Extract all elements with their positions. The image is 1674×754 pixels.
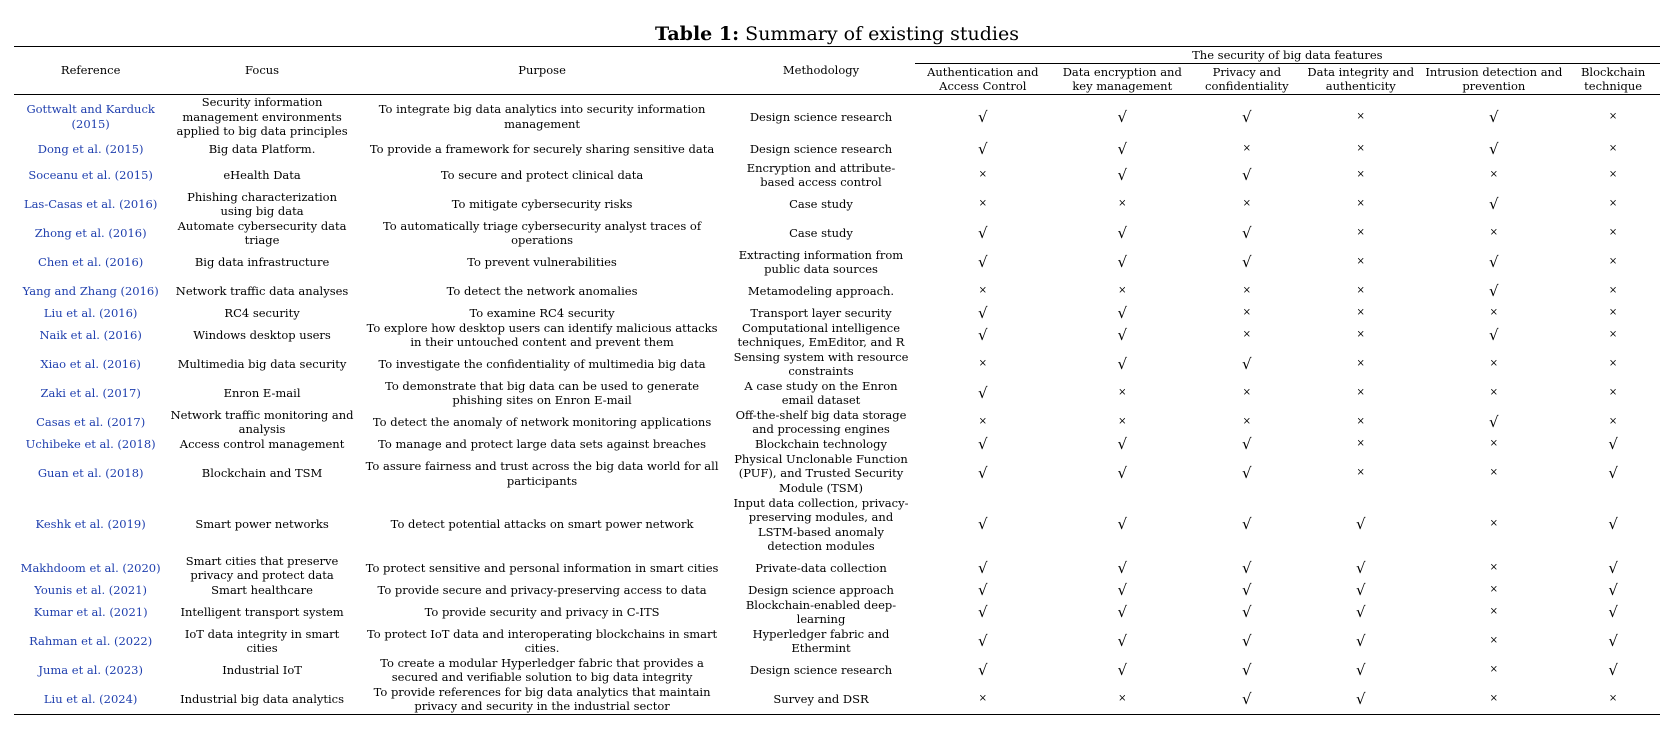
- focus-cell: Intelligent transport system: [180, 604, 344, 619]
- feature-integrity-mark: ×: [1356, 197, 1365, 209]
- methodology-cell: Off-the-shelf big data storage and processing engines: [735, 407, 907, 436]
- feature-blockchain-mark: ×: [1608, 168, 1618, 180]
- methodology-cell: Design science research: [749, 662, 893, 677]
- purpose-cell: To investigate the confidentiality of multimedia big data: [378, 356, 706, 371]
- table-row: [14, 139, 1660, 161]
- header-feature-authentication: Authentication and Access Control: [915, 64, 1051, 95]
- focus-cell: Big data infrastructure: [194, 254, 330, 269]
- table-caption: [14, 22, 1660, 46]
- feature-blockchain-mark: ×: [1608, 328, 1618, 340]
- reference-link[interactable]: Keshk et al. (2019): [35, 517, 146, 532]
- document: [14, 22, 1660, 715]
- methodology-cell: Input data collection, privacy-preserving modules, and LSTM-based anomaly detection modules: [733, 495, 909, 553]
- reference-link[interactable]: Xiao et al. (2016): [40, 356, 141, 371]
- feature-authentication-mark: √: [978, 303, 988, 322]
- header-feature-intrusion: Intrusion detection and prevention: [1421, 64, 1566, 95]
- focus-cell: Industrial IoT: [222, 662, 302, 677]
- feature-authentication-mark: √: [978, 252, 988, 271]
- feature-blockchain-mark: ×: [1608, 197, 1618, 209]
- methodology-cell: Case study: [789, 225, 853, 240]
- caption-text: Summary of existing studies: [745, 23, 1019, 45]
- purpose-cell: To provide references for big data analytics that maintain privacy and security in the industrial sector: [357, 685, 728, 715]
- feature-encryption-mark: √: [1117, 223, 1128, 242]
- feature-encryption-mark: √: [1117, 558, 1128, 577]
- feature-intrusion-mark: √: [1489, 194, 1499, 213]
- feature-integrity-mark: ×: [1356, 328, 1365, 340]
- feature-privacy-mark: ×: [1242, 284, 1252, 296]
- table-row: [14, 598, 1660, 627]
- methodology-cell: Blockchain-enabled deep-learning: [745, 597, 897, 626]
- feature-integrity-mark: ×: [1356, 306, 1365, 318]
- feature-encryption-mark: √: [1117, 107, 1128, 126]
- table-row: [14, 583, 1660, 598]
- reference-link[interactable]: Soceanu et al. (2015): [28, 167, 153, 182]
- feature-integrity-mark: ×: [1356, 226, 1365, 238]
- table-row: [14, 350, 1660, 379]
- reference-link[interactable]: Juma et al. (2023): [38, 662, 143, 677]
- purpose-cell: To protect sensitive and personal information in smart cities: [365, 560, 719, 575]
- feature-authentication-mark: ×: [978, 168, 988, 180]
- header-feature-blockchain: Blockchain technique: [1566, 64, 1660, 95]
- table-row: [14, 190, 1660, 219]
- feature-authentication-mark: √: [978, 325, 988, 344]
- feature-encryption-mark: √: [1117, 354, 1128, 373]
- focus-cell: Big data Platform.: [208, 142, 316, 157]
- table-row: [14, 685, 1660, 715]
- feature-encryption-mark: √: [1117, 434, 1128, 453]
- feature-blockchain-mark: ×: [1608, 255, 1618, 267]
- feature-integrity-mark: √: [1355, 631, 1366, 650]
- focus-cell: Smart cities that preserve privacy and protect data: [185, 553, 339, 582]
- reference-link[interactable]: Dong et al. (2015): [37, 142, 144, 157]
- summary-table: [14, 46, 1660, 715]
- feature-encryption-mark: √: [1117, 325, 1128, 344]
- feature-authentication-mark: ×: [978, 197, 988, 209]
- reference-link[interactable]: Kumar et al. (2021): [33, 604, 148, 619]
- methodology-cell: Private-data collection: [755, 560, 887, 575]
- purpose-cell: To mitigate cybersecurity risks: [451, 196, 633, 211]
- table-row: [14, 408, 1660, 437]
- feature-authentication-mark: √: [978, 434, 988, 453]
- reference-link[interactable]: Younis et al. (2021): [34, 582, 148, 597]
- reference-link[interactable]: Uchibeke et al. (2018): [25, 436, 156, 451]
- reference-link[interactable]: Gottwalt and Karduck (2015): [26, 102, 155, 131]
- purpose-cell: To detect the network anomalies: [446, 283, 638, 298]
- methodology-cell: Design science research: [749, 142, 893, 157]
- feature-integrity-mark: ×: [1356, 357, 1365, 369]
- focus-cell: Network traffic data analyses: [175, 283, 349, 298]
- feature-encryption-mark: √: [1117, 631, 1128, 650]
- feature-integrity-mark: √: [1355, 660, 1366, 679]
- feature-integrity-mark: √: [1355, 602, 1366, 621]
- feature-intrusion-mark: ×: [1489, 226, 1499, 238]
- feature-blockchain-mark: √: [1608, 464, 1618, 483]
- focus-cell: Smart healthcare: [211, 582, 313, 597]
- methodology-cell: Case study: [789, 196, 853, 211]
- feature-blockchain-mark: ×: [1608, 226, 1618, 238]
- feature-intrusion-mark: √: [1489, 412, 1499, 431]
- reference-link[interactable]: Guan et al. (2018): [37, 466, 144, 481]
- header-security-features-group: The security of big data features: [915, 47, 1660, 64]
- feature-intrusion-mark: ×: [1489, 467, 1499, 479]
- focus-cell: Multimedia big data security: [177, 356, 347, 371]
- header-methodology: Methodology: [727, 47, 914, 95]
- purpose-cell: To protect IoT data and interoperating blockchains in smart cities.: [367, 626, 718, 655]
- feature-integrity-mark: ×: [1356, 110, 1365, 122]
- feature-privacy-mark: √: [1242, 558, 1252, 577]
- feature-privacy-mark: √: [1242, 464, 1252, 483]
- purpose-cell: To manage and protect large data sets against breaches: [378, 436, 707, 451]
- feature-authentication-mark: √: [978, 580, 988, 599]
- reference-link[interactable]: Yang and Zhang (2016): [22, 283, 159, 298]
- feature-intrusion-mark: ×: [1489, 561, 1499, 573]
- feature-encryption-mark: √: [1117, 464, 1128, 483]
- table-row: [14, 627, 1660, 656]
- feature-privacy-mark: √: [1242, 660, 1252, 679]
- feature-intrusion-mark: ×: [1489, 437, 1499, 449]
- feature-intrusion-mark: ×: [1489, 357, 1499, 369]
- methodology-cell: Hyperledger fabric and Ethermint: [752, 626, 890, 655]
- methodology-cell: Computational intelligence techniques, EmEditor, and R: [737, 320, 905, 349]
- table-row: [14, 452, 1660, 496]
- feature-intrusion-mark: ×: [1489, 605, 1499, 617]
- purpose-cell: To integrate big data analytics into security information management: [378, 102, 706, 131]
- table-row: [14, 437, 1660, 452]
- feature-blockchain-mark: √: [1608, 434, 1618, 453]
- feature-authentication-mark: √: [978, 602, 988, 621]
- feature-encryption-mark: √: [1117, 580, 1128, 599]
- methodology-cell: A case study on the Enron email dataset: [744, 378, 898, 407]
- feature-authentication-mark: √: [978, 515, 988, 534]
- feature-encryption-mark: √: [1117, 602, 1128, 621]
- table-row: [14, 379, 1660, 408]
- reference-link[interactable]: Liu et al. (2024): [14, 685, 167, 715]
- methodology-cell: Blockchain technology: [755, 436, 887, 451]
- header-feature-privacy: Privacy and confidentiality: [1194, 64, 1300, 95]
- methodology-cell: Physical Unclonable Function (PUF), and Trusted Security Module (TSM): [734, 451, 908, 495]
- feature-privacy-mark: √: [1242, 165, 1252, 184]
- feature-privacy-mark: √: [1242, 434, 1252, 453]
- feature-privacy-mark: √: [1242, 602, 1252, 621]
- feature-integrity-mark: ×: [1356, 255, 1365, 267]
- feature-blockchain-mark: ×: [1608, 306, 1618, 318]
- feature-intrusion-mark: √: [1489, 281, 1499, 300]
- feature-privacy-mark: √: [1194, 685, 1300, 715]
- feature-encryption-mark: ×: [1118, 197, 1127, 209]
- methodology-cell: Design science approach: [748, 582, 894, 597]
- purpose-cell: To automatically triage cybersecurity analyst traces of operations: [383, 218, 702, 247]
- feature-blockchain-mark: ×: [1566, 685, 1660, 715]
- feature-blockchain-mark: √: [1608, 580, 1618, 599]
- methodology-cell: Encryption and attribute-based access control: [746, 160, 896, 189]
- focus-cell: Windows desktop users: [193, 327, 331, 342]
- feature-encryption-mark: √: [1117, 515, 1128, 534]
- feature-authentication-mark: ×: [978, 357, 988, 369]
- purpose-cell: To provide secure and privacy-preserving access to data: [377, 582, 707, 597]
- purpose-cell: To examine RC4 security: [469, 305, 615, 320]
- feature-blockchain-mark: ×: [1608, 386, 1618, 398]
- feature-blockchain-mark: √: [1608, 660, 1618, 679]
- focus-cell: IoT data integrity in smart cities: [184, 626, 340, 655]
- feature-intrusion-mark: √: [1489, 140, 1499, 159]
- feature-authentication-mark: √: [978, 558, 988, 577]
- focus-cell: RC4 security: [224, 305, 300, 320]
- table-row: [14, 161, 1660, 190]
- feature-integrity-mark: ×: [1356, 284, 1365, 296]
- feature-encryption-mark: √: [1117, 660, 1128, 679]
- feature-intrusion-mark: ×: [1489, 634, 1499, 646]
- table-row: [14, 277, 1660, 306]
- feature-authentication-mark: √: [978, 660, 988, 679]
- purpose-cell: To demonstrate that big data can be used to generate phishing sites on Enron E-mail: [385, 378, 700, 407]
- focus-cell: Phishing characterization using big data: [187, 189, 337, 218]
- feature-privacy-mark: √: [1242, 580, 1252, 599]
- feature-intrusion-mark: ×: [1489, 663, 1499, 675]
- table-row: [14, 321, 1660, 350]
- feature-privacy-mark: ×: [1242, 306, 1252, 318]
- feature-integrity-mark: ×: [1356, 415, 1365, 427]
- feature-privacy-mark: ×: [1242, 143, 1252, 155]
- feature-integrity-mark: ×: [1356, 168, 1365, 180]
- purpose-cell: To explore how desktop users can identify malicious attacks in their untouched content and prevent them: [366, 320, 718, 349]
- feature-encryption-mark: ×: [1118, 386, 1127, 398]
- feature-authentication-mark: √: [978, 383, 988, 402]
- purpose-cell: To secure and protect clinical data: [440, 167, 644, 182]
- table-row: [14, 496, 1660, 554]
- caption-label: Table 1:: [655, 23, 740, 45]
- header-purpose: Purpose: [357, 47, 728, 95]
- feature-authentication-mark: √: [978, 140, 988, 159]
- feature-privacy-mark: √: [1242, 223, 1252, 242]
- feature-privacy-mark: √: [1242, 354, 1252, 373]
- focus-cell: Network traffic monitoring and analysis: [170, 407, 354, 436]
- feature-privacy-mark: ×: [1242, 328, 1252, 340]
- feature-blockchain-mark: ×: [1608, 143, 1618, 155]
- reference-link[interactable]: Zhong et al. (2016): [34, 225, 147, 240]
- feature-encryption-mark: ×: [1051, 685, 1194, 715]
- feature-authentication-mark: √: [978, 631, 988, 650]
- header-feature-encryption: Data encryption and key management: [1051, 64, 1194, 95]
- purpose-cell: To assure fairness and trust across the big data world for all participants: [365, 459, 719, 488]
- table-row: [14, 248, 1660, 277]
- feature-privacy-mark: √: [1242, 631, 1252, 650]
- feature-integrity-mark: √: [1355, 558, 1366, 577]
- table-row: [14, 554, 1660, 583]
- purpose-cell: To create a modular Hyperledger fabric that provides a secured and verifiable solution to big data integrity: [380, 655, 704, 684]
- focus-cell: Enron E-mail: [223, 385, 301, 400]
- feature-blockchain-mark: ×: [1608, 110, 1618, 122]
- focus-cell: Access control management: [179, 436, 345, 451]
- feature-integrity-mark: ×: [1356, 143, 1365, 155]
- header-focus: Focus: [167, 47, 357, 95]
- feature-blockchain-mark: ×: [1608, 415, 1618, 427]
- feature-encryption-mark: √: [1117, 165, 1128, 184]
- table-row: [14, 306, 1660, 321]
- purpose-cell: To detect the anomaly of network monitoring applications: [372, 414, 712, 429]
- feature-integrity-mark: √: [1355, 515, 1366, 534]
- feature-intrusion-mark: ×: [1489, 583, 1499, 595]
- feature-authentication-mark: ×: [978, 284, 988, 296]
- feature-intrusion-mark: ×: [1489, 518, 1499, 530]
- feature-privacy-mark: √: [1242, 252, 1252, 271]
- purpose-cell: To provide security and privacy in C-ITS: [424, 604, 660, 619]
- feature-authentication-mark: √: [978, 223, 988, 242]
- feature-blockchain-mark: √: [1608, 515, 1618, 534]
- table-body: [14, 95, 1660, 715]
- methodology-cell: Metamodeling approach.: [747, 283, 895, 298]
- feature-integrity-mark: ×: [1356, 467, 1365, 479]
- feature-intrusion-mark: ×: [1421, 685, 1566, 715]
- focus-cell: Blockchain and TSM: [201, 466, 323, 481]
- methodology-cell: Design science research: [749, 109, 893, 124]
- reference-link[interactable]: Rahman et al. (2022): [29, 633, 153, 648]
- feature-blockchain-mark: √: [1608, 558, 1618, 577]
- header-row-top: [14, 47, 1660, 64]
- feature-authentication-mark: √: [978, 107, 988, 126]
- feature-intrusion-mark: ×: [1489, 386, 1499, 398]
- methodology-cell: Sensing system with resource constraints: [733, 349, 909, 378]
- feature-encryption-mark: ×: [1118, 284, 1127, 296]
- feature-intrusion-mark: √: [1489, 325, 1499, 344]
- table-row: [14, 656, 1660, 685]
- methodology-cell: Transport layer security: [750, 305, 892, 320]
- feature-privacy-mark: ×: [1242, 386, 1252, 398]
- reference-link[interactable]: Casas et al. (2017): [36, 414, 146, 429]
- reference-link[interactable]: Naik et al. (2016): [39, 327, 142, 342]
- feature-authentication-mark: ×: [978, 415, 988, 427]
- purpose-cell: To provide a framework for securely sharing sensitive data: [369, 142, 715, 157]
- feature-integrity-mark: ×: [1356, 437, 1365, 449]
- reference-link[interactable]: Zaki et al. (2017): [40, 385, 141, 400]
- feature-blockchain-mark: ×: [1608, 284, 1618, 296]
- feature-authentication-mark: √: [978, 464, 988, 483]
- reference-link[interactable]: Liu et al. (2016): [43, 305, 138, 320]
- table-row: [14, 95, 1660, 139]
- table-row: [14, 219, 1660, 248]
- focus-cell: Security information management environments applied to big data principles: [176, 95, 348, 138]
- focus-cell: Smart power networks: [195, 517, 329, 532]
- purpose-cell: To prevent vulnerabilities: [467, 254, 617, 269]
- reference-link[interactable]: Makhdoom et al. (2020): [20, 560, 161, 575]
- feature-blockchain-mark: √: [1608, 631, 1618, 650]
- header-feature-integrity: Data integrity and authenticity: [1300, 64, 1421, 95]
- feature-intrusion-mark: ×: [1489, 168, 1499, 180]
- feature-integrity-mark: ×: [1356, 386, 1365, 398]
- feature-privacy-mark: √: [1242, 515, 1252, 534]
- feature-encryption-mark: √: [1117, 252, 1128, 271]
- table-header: [14, 47, 1660, 95]
- feature-intrusion-mark: √: [1489, 252, 1499, 271]
- header-reference: Reference: [14, 47, 167, 95]
- feature-integrity-mark: √: [1355, 580, 1366, 599]
- feature-authentication-mark: ×: [915, 685, 1051, 715]
- feature-encryption-mark: √: [1117, 140, 1128, 159]
- feature-privacy-mark: ×: [1242, 197, 1252, 209]
- feature-encryption-mark: √: [1117, 303, 1128, 322]
- purpose-cell: To detect potential attacks on smart power network: [390, 517, 694, 532]
- feature-privacy-mark: ×: [1242, 415, 1252, 427]
- feature-blockchain-mark: √: [1608, 602, 1618, 621]
- methodology-cell: Survey and DSR: [727, 685, 914, 715]
- feature-intrusion-mark: ×: [1489, 306, 1499, 318]
- feature-intrusion-mark: √: [1489, 107, 1499, 126]
- feature-integrity-mark: √: [1300, 685, 1421, 715]
- feature-blockchain-mark: ×: [1608, 357, 1618, 369]
- feature-encryption-mark: ×: [1118, 415, 1127, 427]
- focus-cell: Automate cybersecurity data triage: [177, 218, 347, 247]
- reference-link[interactable]: Las-Casas et al. (2016): [23, 196, 158, 211]
- focus-cell: eHealth Data: [223, 167, 301, 182]
- feature-privacy-mark: √: [1242, 107, 1252, 126]
- focus-cell: Industrial big data analytics: [167, 685, 357, 715]
- reference-link[interactable]: Chen et al. (2016): [38, 254, 144, 269]
- methodology-cell: Extracting information from public data sources: [738, 247, 904, 276]
